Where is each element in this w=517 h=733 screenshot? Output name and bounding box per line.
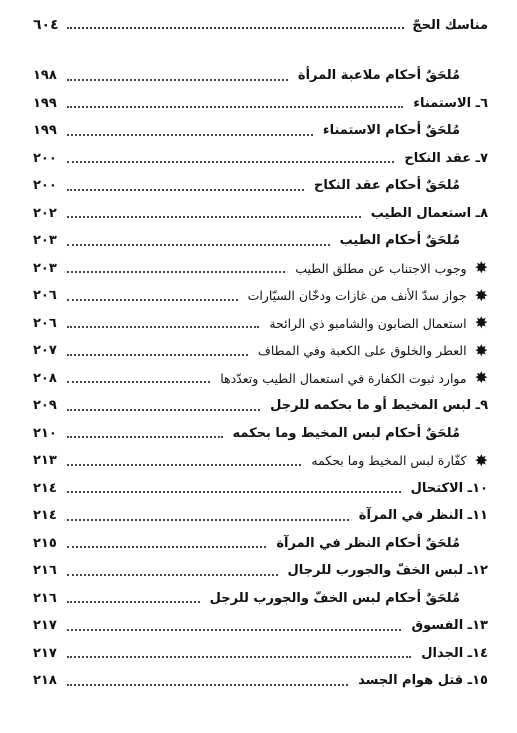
toc-entry-label bbox=[340, 233, 460, 248]
toc-entry-page-number: ٢٠٩ bbox=[33, 398, 57, 414]
toc-entry-text: جواز سدّ الأنف من غازات ودخّان السيّارات bbox=[247, 288, 467, 304]
toc-entry-label bbox=[311, 450, 488, 470]
dot-leader bbox=[67, 216, 361, 218]
toc-entry-label bbox=[257, 340, 488, 360]
toc-entry-text: ٧ـ عقد النكاح bbox=[404, 150, 488, 166]
dot-leader bbox=[67, 79, 288, 81]
toc-entry-page-number: ٢١٣ bbox=[33, 453, 57, 469]
toc-entry-label bbox=[413, 96, 488, 111]
dot-leader bbox=[67, 244, 330, 246]
toc-entry-label bbox=[220, 370, 488, 386]
toc-entry-text: موارد ثبوت الكفارة في استعمال الطيب وتعدّدها bbox=[220, 370, 467, 386]
toc-entry-text: ٨ـ استعمال الطيب bbox=[370, 205, 488, 221]
toc-entry-page-number: ٢٠٠ bbox=[33, 178, 57, 194]
toc-entry bbox=[33, 475, 488, 503]
dot-leader bbox=[67, 436, 223, 438]
asterisk-bullet-icon: ✸ bbox=[474, 450, 488, 470]
toc-entry-text: مُلحَقٌ أحكام الطيب bbox=[339, 233, 460, 249]
toc-entry-text: مُلحَقٌ أحكام عقد النكاح bbox=[313, 178, 460, 194]
toc-entry bbox=[33, 62, 488, 90]
toc-entry-label bbox=[411, 481, 488, 496]
toc-entry-text: ١٣ـ الفسوق bbox=[411, 618, 488, 634]
toc-entry-label bbox=[233, 426, 461, 441]
toc-entry-page-number: ٢١٠ bbox=[33, 425, 57, 441]
toc-entry-text: مُلحَقٌ أحكام النظر في المرآة bbox=[276, 535, 460, 551]
toc-entry-text: ١٢ـ لبس الخفّ والجورب للرجال bbox=[287, 563, 488, 579]
toc-entry-label bbox=[295, 260, 488, 276]
toc-entry-label bbox=[269, 315, 488, 331]
toc-entry-page-number: ٢١٦ bbox=[33, 563, 57, 579]
toc-entry bbox=[33, 530, 488, 558]
page-number: ٦٠٤ bbox=[33, 17, 59, 33]
toc-entry-label bbox=[276, 536, 460, 551]
dot-leader bbox=[67, 271, 285, 273]
toc-entry-page-number: ٢١٤ bbox=[33, 508, 57, 524]
toc-entry-page-number: ٢٠٢ bbox=[33, 205, 57, 221]
toc-entry bbox=[33, 667, 488, 695]
toc-entry-text: مُلحَقٌ أحكام لبس المخيط وما بحكمه bbox=[232, 425, 460, 441]
toc-entry-label bbox=[421, 646, 488, 661]
dot-leader bbox=[67, 161, 395, 163]
toc-entry-text: استعمال الصابون والشامبو ذي الرائحة bbox=[269, 315, 467, 331]
toc-entry-text: العطر والخلوق على الكعبة وفي المطاف bbox=[257, 343, 467, 359]
toc-entry bbox=[33, 227, 488, 255]
toc-entry-label bbox=[323, 123, 460, 138]
toc-entry bbox=[33, 200, 488, 228]
toc-entry-page-number: ٢٠٦ bbox=[33, 288, 57, 304]
dot-leader bbox=[67, 629, 402, 631]
dot-leader bbox=[67, 134, 313, 136]
dot-leader bbox=[67, 574, 278, 576]
toc-entry bbox=[33, 612, 488, 640]
dot-leader bbox=[67, 189, 304, 191]
toc-entry-text: مُلحَقٌ أحكام لبس الخفّ والجورب للرجل bbox=[209, 590, 460, 606]
toc-entry-label bbox=[247, 285, 488, 305]
toc-entry-page-number: ١٩٩ bbox=[33, 123, 57, 139]
toc-entry-page-number: ٢٠٦ bbox=[33, 315, 57, 331]
toc-entry bbox=[33, 145, 488, 173]
toc-entry-text: كفّارة لبس المخيط وما بحكمه bbox=[311, 453, 467, 469]
toc-entry bbox=[33, 640, 488, 668]
toc-entry bbox=[33, 392, 488, 420]
running-title: مناسك الحجّ bbox=[412, 17, 488, 33]
table-of-contents bbox=[33, 62, 488, 695]
toc-entry-text: ١٤ـ الجدال bbox=[421, 645, 488, 661]
toc-entry-text: مُلحَقٌ أحكام ملاعبة المرأة bbox=[297, 68, 460, 84]
toc-entry-text: ١١ـ النظر في المرآة bbox=[358, 508, 488, 524]
toc-entry bbox=[33, 420, 488, 448]
toc-entry bbox=[33, 282, 488, 310]
toc-entry-page-number: ٢١٨ bbox=[33, 673, 57, 689]
toc-entry-page-number: ٢٠٣ bbox=[33, 233, 57, 249]
toc-entry-label bbox=[359, 508, 488, 523]
toc-entry-text: ٦ـ الاستمناء bbox=[413, 95, 488, 111]
toc-entry-label bbox=[358, 673, 488, 688]
dot-leader bbox=[67, 601, 200, 603]
toc-entry-page-number: ٢٠٣ bbox=[33, 260, 57, 276]
toc-entry bbox=[33, 557, 488, 585]
toc-entry-page-number: ٢٠٧ bbox=[33, 343, 57, 359]
toc-entry-page-number: ١٩٩ bbox=[33, 95, 57, 111]
dot-leader bbox=[67, 354, 248, 356]
toc-entry-label bbox=[298, 68, 460, 83]
page-header bbox=[33, 14, 488, 36]
dot-leader bbox=[67, 464, 302, 466]
toc-entry-text: ٩ـ لبس المخيط أو ما بحكمه للرجل bbox=[270, 398, 488, 414]
toc-entry bbox=[33, 90, 488, 118]
toc-entry-page-number: ٢١٤ bbox=[33, 480, 57, 496]
toc-entry bbox=[33, 255, 488, 283]
dot-leader bbox=[67, 409, 260, 411]
toc-entry bbox=[33, 117, 488, 145]
toc-entry-page-number: ١٩٨ bbox=[33, 68, 57, 84]
toc-entry bbox=[33, 172, 488, 200]
toc-entry-page-number: ٢١٧ bbox=[33, 645, 57, 661]
asterisk-bullet-icon: ✸ bbox=[474, 258, 488, 278]
toc-entry-label bbox=[371, 206, 488, 221]
asterisk-bullet-icon: ✸ bbox=[474, 285, 488, 305]
dot-leader bbox=[67, 299, 238, 301]
toc-entry-text: وجوب الاجتناب عن مطلق الطيب bbox=[295, 260, 467, 276]
toc-entry-label bbox=[210, 591, 460, 606]
toc-entry-page-number: ٢٠٠ bbox=[33, 150, 57, 166]
dot-leader bbox=[67, 519, 349, 521]
header-dot-leader bbox=[67, 27, 405, 29]
toc-entry-page-number: ٢١٧ bbox=[33, 618, 57, 634]
toc-entry bbox=[33, 365, 488, 393]
dot-leader bbox=[67, 326, 260, 328]
toc-entry-label bbox=[270, 398, 488, 413]
toc-entry-label bbox=[314, 178, 460, 193]
dot-leader bbox=[67, 656, 411, 658]
toc-entry-page-number: ٢٠٨ bbox=[33, 370, 57, 386]
toc-entry-text: ١٠ـ الاكتحال bbox=[410, 480, 488, 496]
dot-leader bbox=[67, 546, 267, 548]
toc-entry bbox=[33, 585, 488, 613]
asterisk-bullet-icon: ✸ bbox=[474, 313, 488, 333]
toc-entry bbox=[33, 502, 488, 530]
toc-entry-label bbox=[411, 618, 488, 633]
asterisk-bullet-icon: ✸ bbox=[474, 340, 488, 360]
toc-entry bbox=[33, 310, 488, 338]
toc-entry-text: مُلحَقٌ أحكام الاستمناء bbox=[322, 123, 460, 139]
asterisk-bullet-icon: ✸ bbox=[474, 368, 488, 388]
toc-entry-text: ١٥ـ قتل هوام الجسد bbox=[358, 673, 488, 689]
dot-leader bbox=[67, 106, 404, 108]
toc-entry bbox=[33, 337, 488, 365]
toc-entry-page-number: ٢١٦ bbox=[33, 590, 57, 606]
toc-entry-label bbox=[404, 151, 488, 166]
dot-leader bbox=[67, 491, 401, 493]
dot-leader bbox=[67, 381, 210, 383]
toc-entry-label bbox=[288, 563, 488, 578]
toc-entry bbox=[33, 447, 488, 475]
toc-entry-page-number: ٢١٥ bbox=[33, 535, 57, 551]
dot-leader bbox=[67, 684, 348, 686]
